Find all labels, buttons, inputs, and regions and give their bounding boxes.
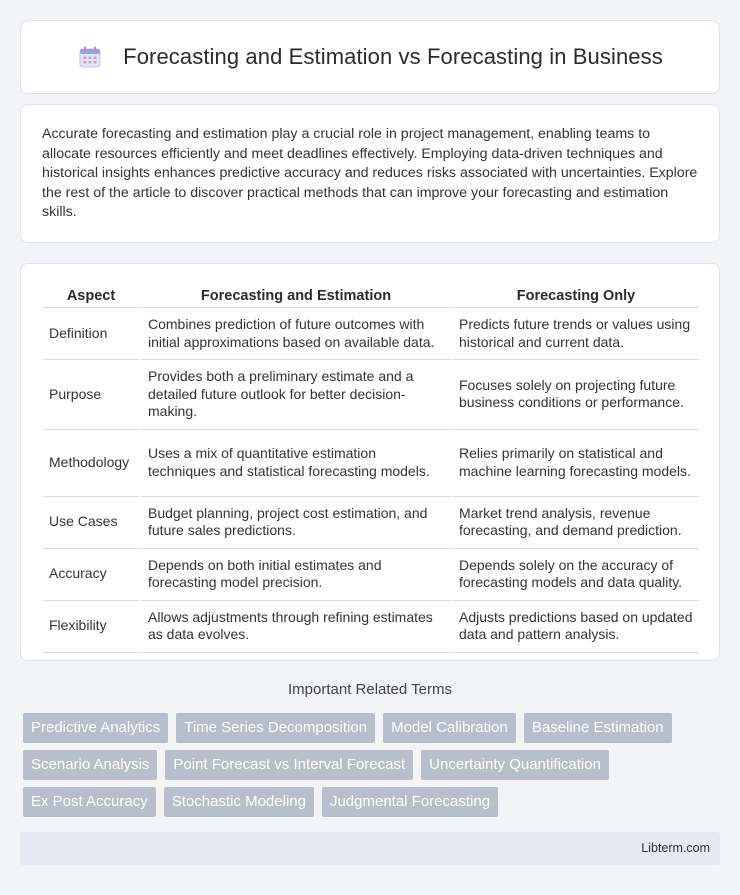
row-forecasting-estimation-cell: Uses a mix of quantitative estimation techniques and statistical forecasting models. — [139, 430, 450, 497]
related-term-tag[interactable]: Time Series Decomposition — [176, 713, 375, 743]
row-aspect-cell: Methodology — [43, 430, 139, 497]
comparison-table-card — [20, 263, 720, 661]
related-term-tag[interactable]: Scenario Analysis — [23, 750, 157, 780]
related-terms-title: Important Related Terms — [288, 681, 452, 698]
related-term-tag[interactable]: Uncertainty Quantification — [421, 750, 609, 780]
footer-site-link[interactable]: Libterm.com — [641, 841, 710, 855]
row-aspect-cell: Flexibility — [43, 601, 139, 653]
row-forecasting-only-cell: Predicts future trends or values using historical and current data. — [450, 308, 699, 360]
footer — [20, 832, 720, 865]
related-term-tag[interactable]: Predictive Analytics — [23, 713, 168, 743]
related-term-tag[interactable]: Point Forecast vs Interval Forecast — [165, 750, 413, 780]
table-row — [43, 601, 699, 653]
row-aspect-cell: Use Cases — [43, 497, 139, 549]
row-forecasting-estimation-cell: Provides both a preliminary estimate and a detailed future outlook for better decision-making. — [139, 360, 450, 430]
column-header-forecasting-and-estimation: Forecasting and Estimation — [139, 286, 450, 308]
comparison-table — [43, 286, 699, 653]
related-term-tag[interactable]: Judgmental Forecasting — [322, 787, 498, 817]
related-term-tag[interactable]: Baseline Estimation — [524, 713, 672, 743]
row-forecasting-only-cell: Market trend analysis, revenue forecasting, and demand prediction. — [450, 497, 699, 549]
related-term-tag[interactable]: Model Calibration — [383, 713, 516, 743]
table-row — [43, 308, 699, 360]
calendar-icon — [77, 44, 103, 70]
intro-paragraph: Accurate forecasting and estimation play a crucial role in project management, enabling teams to allocate resources efficiently and meet deadlines effectively. Employing data-driven techniques and historical insights enhances predictive accuracy and reduces risks associated with uncertainties. Explore the rest of the article to discover practical methods that can improve your forecasting and estimation skills. — [42, 126, 698, 221]
table-row — [43, 497, 699, 549]
row-forecasting-estimation-cell: Depends on both initial estimates and forecasting model precision. — [139, 549, 450, 601]
table-row — [43, 430, 699, 497]
column-header-aspect: Aspect — [43, 286, 139, 308]
row-aspect-cell: Purpose — [43, 360, 139, 430]
header-card — [20, 20, 720, 94]
intro-card — [20, 104, 720, 243]
related-term-tag[interactable]: Ex Post Accuracy — [23, 787, 156, 817]
row-forecasting-only-cell: Relies primarily on statistical and machine learning forecasting models. — [450, 430, 699, 497]
row-forecasting-only-cell: Depends solely on the accuracy of forecasting models and data quality. — [450, 549, 699, 601]
row-forecasting-estimation-cell: Allows adjustments through refining estimates as data evolves. — [139, 601, 450, 653]
related-term-tag[interactable]: Stochastic Modeling — [164, 787, 314, 817]
page-title: Forecasting and Estimation vs Forecasting in Business — [123, 44, 663, 69]
column-header-forecasting-only: Forecasting Only — [450, 286, 699, 308]
row-forecasting-estimation-cell: Budget planning, project cost estimation, and future sales predictions. — [139, 497, 450, 549]
table-header-row — [43, 286, 699, 308]
row-aspect-cell: Definition — [43, 308, 139, 360]
table-row — [43, 360, 699, 430]
row-aspect-cell: Accuracy — [43, 549, 139, 601]
related-terms-list — [23, 713, 723, 817]
row-forecasting-only-cell: Adjusts predictions based on updated data and pattern analysis. — [450, 601, 699, 653]
row-forecasting-only-cell: Focuses solely on projecting future business conditions or performance. — [450, 360, 699, 430]
row-forecasting-estimation-cell: Combines prediction of future outcomes with initial approximations based on available data. — [139, 308, 450, 360]
table-row — [43, 549, 699, 601]
